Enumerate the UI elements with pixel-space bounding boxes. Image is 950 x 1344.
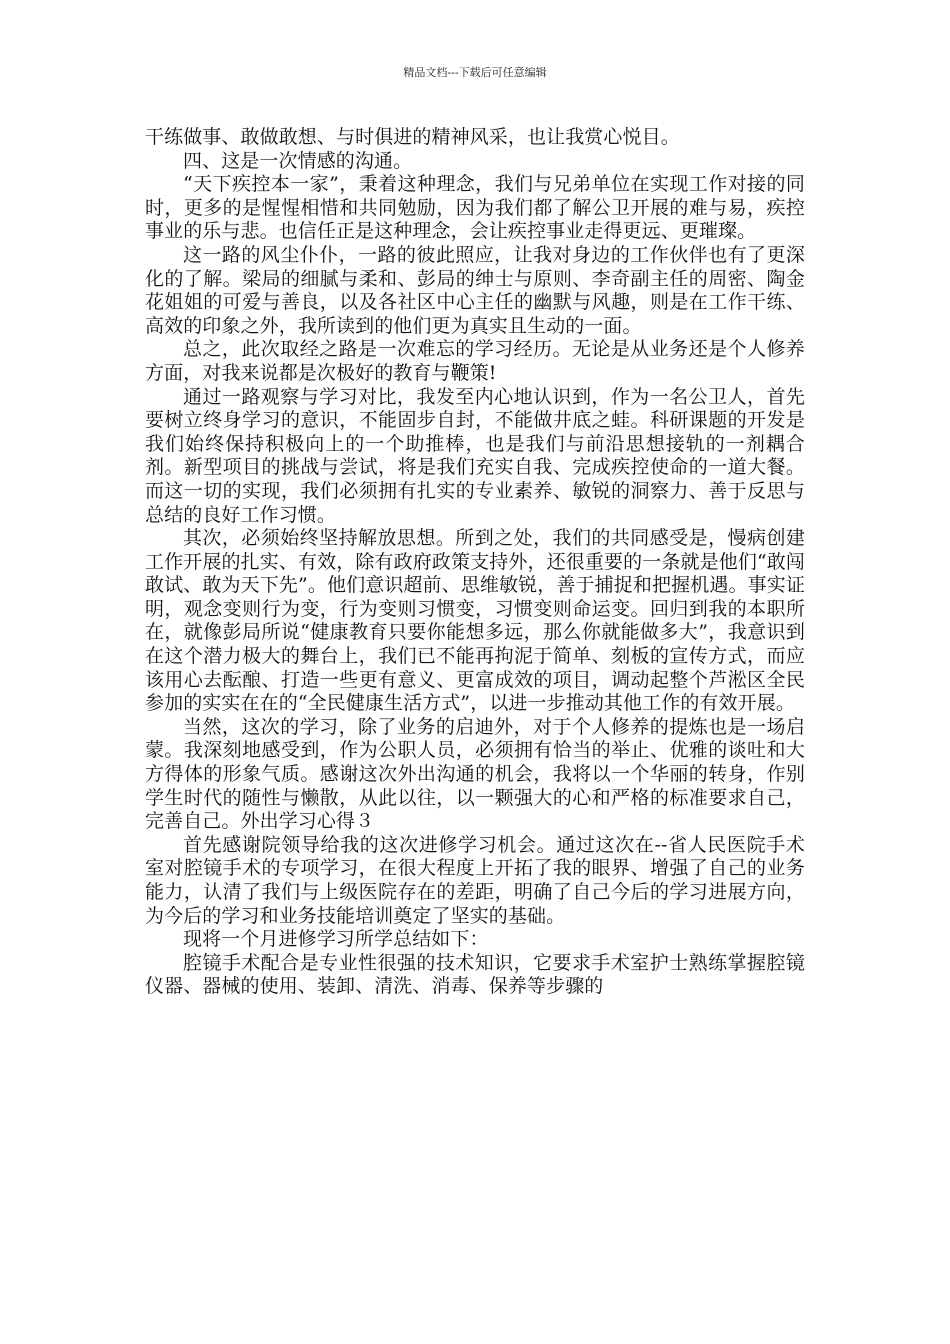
paragraph: 首先感谢院领导给我的这次进修学习机会。通过这次在--省人民医院手术室对腔镜手术的专项学习，在很大程度上开拓了我的眼界、增强了自己的业务能力，认清了我们与上级医院存在的差距，明确了自己今后的学习进展方向，为今后的学习和业务技能培训奠定了坚实的基础。 (145, 833, 805, 927)
paragraph: 其次，必须始终坚持解放思想。所到之处，我们的共同感受是，慢病创建工作开展的扎实、有效，除有政府政策支持外，还很重要的一条就是他们“敢闯敢试、敢为天下先”。他们意识超前、思维敏锐，善于捕捉和把握机遇。事实证明，观念变则行为变，行为变则习惯变，习惯变则命运变。回归到我的本职所在，就像彭局所说“健康教育只要你能想多远，那么你就能做多大”，我意识到在这个潜力极大的舞台上，我们已不能再拘泥于简单、刻板的宣传方式，而应该用心去酝酿、打造一些更有意义、更富成效的项目，调动起整个芦淞区全民参加的实实在在的“全民健康生活方式”，以进一步推动其他工作的有效开展。 (145, 527, 805, 715)
paragraph: 当然，这次的学习，除了业务的启迪外，对于个人修养的提炼也是一场启蒙。我深刻地感受到，作为公职人员，必须拥有恰当的举止、优雅的谈吐和大方得体的形象气质。感谢这次外出沟通的机会，我将以一个华丽的转身，作别学生时代的随性与懒散，从此以往，以一颗强大的心和严格的标准要求自己，完善自己。外出学习心得３ (145, 715, 805, 833)
paragraph: 总之，此次取经之路是一次难忘的学习经历。无论是从业务还是个人修养方面，对我来说都是次极好的教育与鞭策! (145, 338, 805, 384)
document-body (145, 126, 805, 999)
section-heading: 四、这是一次情感的沟通。 (183, 149, 413, 172)
paragraph: 通过一路观察与学习对比，我发至内心地认识到，作为一名公卫人，首先要树立终身学习的意识，不能固步自封，不能做井底之蛙。科研课题的开发是我们始终保持积极向上的一个助推棒，也是我们与前沿思想接轨的一剂耦合剂。新型项目的挑战与尝试，将是我们充实自我、完成疾控使命的一道大餐。而这一切的实现，我们必须拥有扎实的专业素养、敏锐的洞察力、善于反思与总结的良好工作习惯。 (145, 385, 805, 526)
paragraph-continuation: 干练做事、敢做敢想、与时俱进的精神风采，也让我赏心悦目。 (145, 126, 680, 148)
page-header: 精品文档---下载后可任意编辑 (403, 66, 547, 79)
paragraph: 现将一个月进修学习所学总结如下： (183, 928, 489, 951)
paragraph: 这一路的风尘仆仆，一路的彼此照应，让我对身边的工作伙伴也有了更深化的了解。梁局的细腻与柔和、彭局的绅士与原则、李奇副主任的周密、陶金花姐姐的可爱与善良，以及各社区中心主任的幽默与风趣，则是在工作干练、高效的印象之外，我所读到的他们更为真实且生动的一面。 (145, 243, 805, 337)
paragraph: 腔镜手术配合是专业性很强的技术知识，它要求手术室护士熟练掌握腔镜仪器、器械的使用、装卸、清洗、消毒、保养等步骤的 (145, 951, 805, 998)
paragraph: “天下疾控本一家”，秉着这种理念，我们与兄弟单位在实现工作对接的同时，更多的是惺惺相惜和共同勉励，因为我们都了解公卫开展的难与易，疾控事业的乐与悲。也信任正是这种理念，会让疾控事业走得更远、更璀璨。 (145, 173, 805, 243)
